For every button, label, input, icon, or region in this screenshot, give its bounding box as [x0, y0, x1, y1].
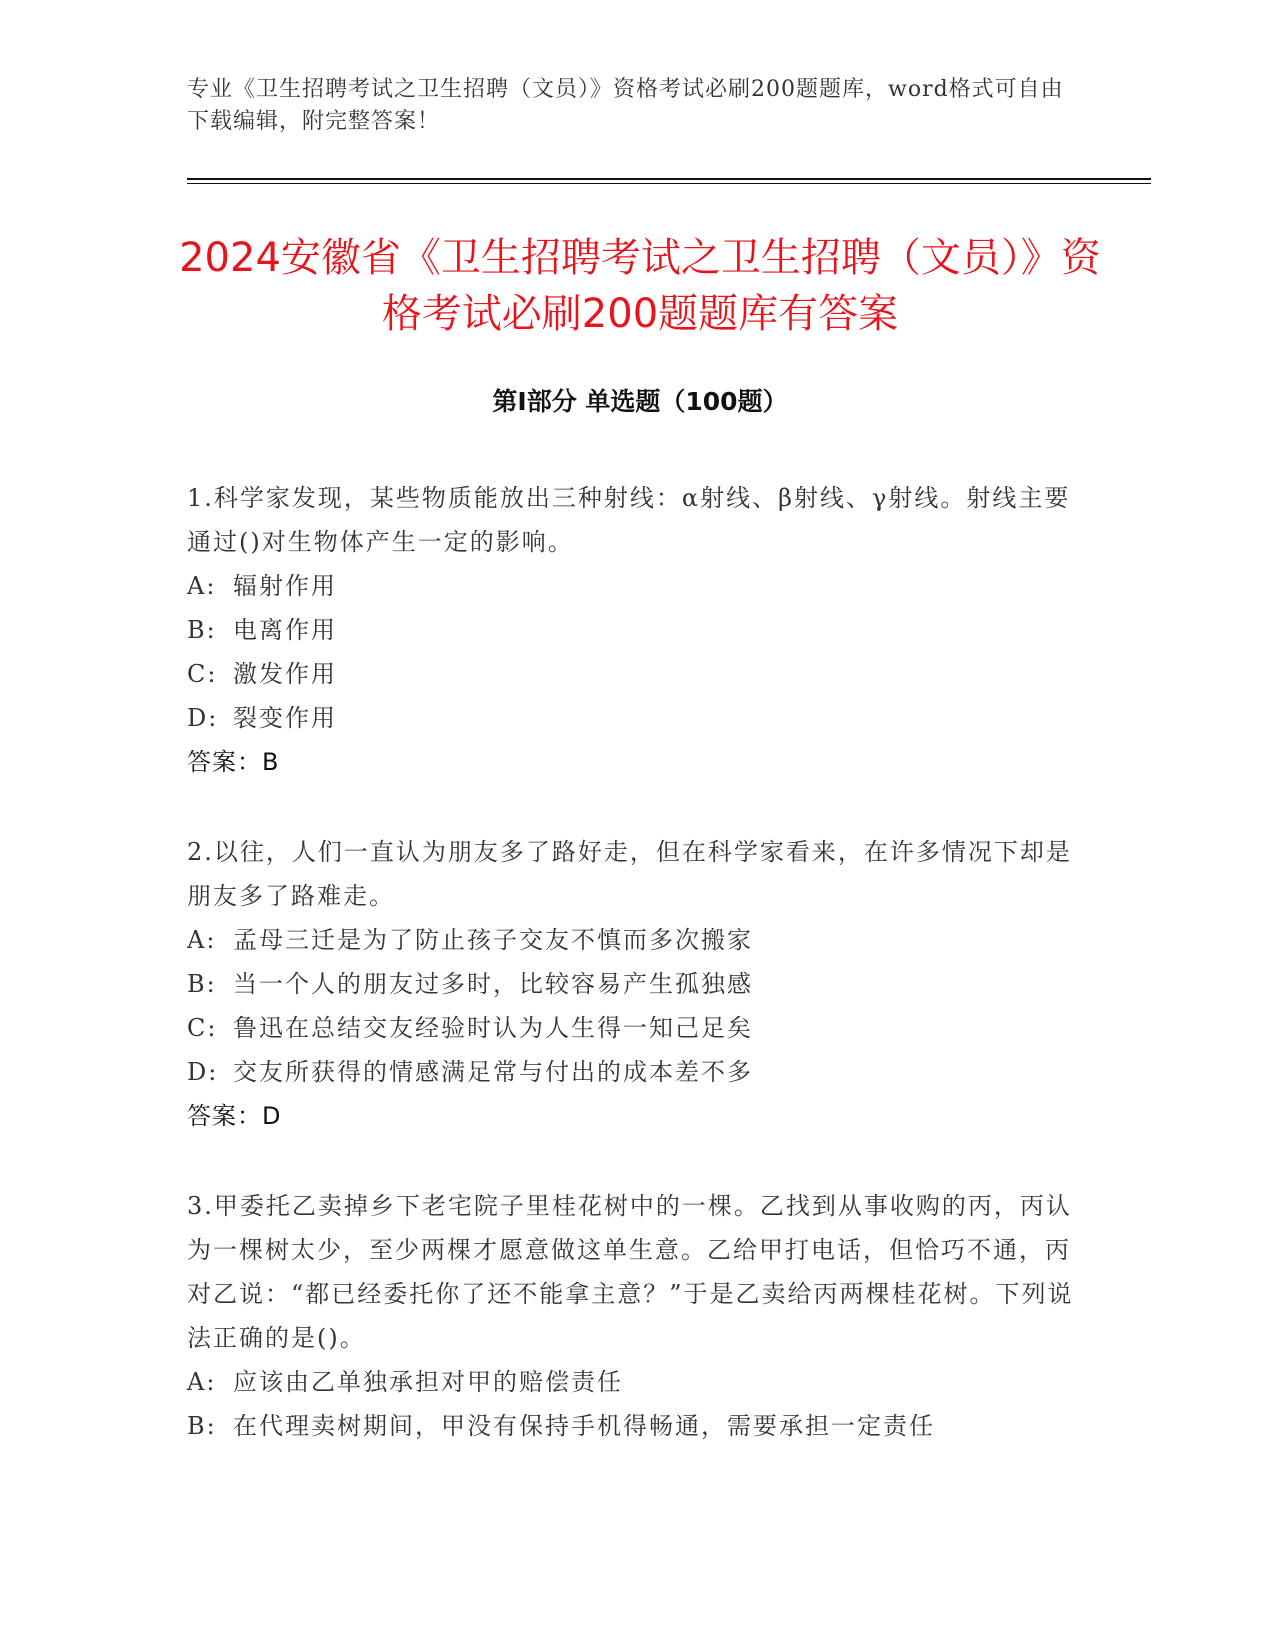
option-key: C: — [187, 660, 218, 688]
option-a — [187, 564, 1077, 608]
option-d — [187, 1050, 1077, 1094]
option-key: A: — [187, 1368, 217, 1396]
option-text: 应该由乙单独承担对甲的赔偿责任 — [233, 1368, 623, 1396]
answer-line: 答案：B — [187, 748, 280, 776]
option-text: 当一个人的朋友过多时，比较容易产生孤独感 — [233, 970, 753, 998]
option-key: A: — [187, 926, 217, 954]
option-key: B: — [187, 616, 217, 644]
option-text: 鲁迅在总结交友经验时认为人生得一知己足矣 — [233, 1014, 753, 1042]
question-list — [187, 476, 1077, 1494]
section-title: 第I部分 单选题（100题） — [492, 387, 788, 416]
option-key: B: — [187, 970, 217, 998]
option-d — [187, 696, 1077, 740]
option-c — [187, 652, 1077, 696]
header-note: 专业《卫生招聘考试之卫生招聘（文员）》资格考试必刷200题题库，word格式可自由下载编辑，附完整答案！ — [187, 77, 1064, 134]
option-text: 辐射作用 — [233, 572, 337, 600]
option-text: 激发作用 — [233, 660, 337, 688]
option-text: 在代理卖树期间，甲没有保持手机得畅通，需要承担一定责任 — [233, 1412, 935, 1440]
option-text: 电离作用 — [233, 616, 337, 644]
option-key: B: — [187, 1412, 217, 1440]
option-text: 裂变作用 — [233, 704, 337, 732]
option-key: A: — [187, 572, 217, 600]
option-key: C: — [187, 1014, 218, 1042]
option-b — [187, 962, 1077, 1006]
header-divider-thick — [187, 178, 1151, 180]
option-text: 交友所获得的情感满足常与付出的成本差不多 — [233, 1058, 753, 1086]
option-b — [187, 608, 1077, 652]
option-key: D: — [187, 704, 219, 732]
option-c — [187, 1006, 1077, 1050]
option-text: 孟母三迁是为了防止孩子交友不慎而多次搬家 — [233, 926, 753, 954]
question-1 — [187, 476, 1077, 784]
question-stem: 1.科学家发现，某些物质能放出三种射线：α射线、β射线、γ射线。射线主要通过()对生物体产生一定的影响。 — [187, 484, 1071, 556]
question-stem: 3.甲委托乙卖掉乡下老宅院子里桂花树中的一棵。乙找到从事收购的丙，丙认为一棵树太少，至少两棵才愿意做这单生意。乙给甲打电话，但恰巧不通，丙对乙说：“都已经委托你了还不能拿主意？”于是乙卖给丙两棵桂花树。下列说法正确的是()。 — [187, 1192, 1074, 1352]
question-3 — [187, 1184, 1077, 1448]
option-b — [187, 1404, 1077, 1448]
header-divider-thin — [187, 183, 1151, 184]
option-key: D: — [187, 1058, 219, 1086]
option-a — [187, 1360, 1077, 1404]
question-stem: 2.以往，人们一直认为朋友多了路好走，但在科学家看来，在许多情况下却是朋友多了路难走。 — [187, 838, 1072, 910]
answer-line: 答案：D — [187, 1102, 282, 1130]
option-a — [187, 918, 1077, 962]
question-2 — [187, 830, 1077, 1138]
document-title: 2024安徽省《卫生招聘考试之卫生招聘（文员）》资格考试必刷200题题库有答案 — [179, 235, 1101, 337]
